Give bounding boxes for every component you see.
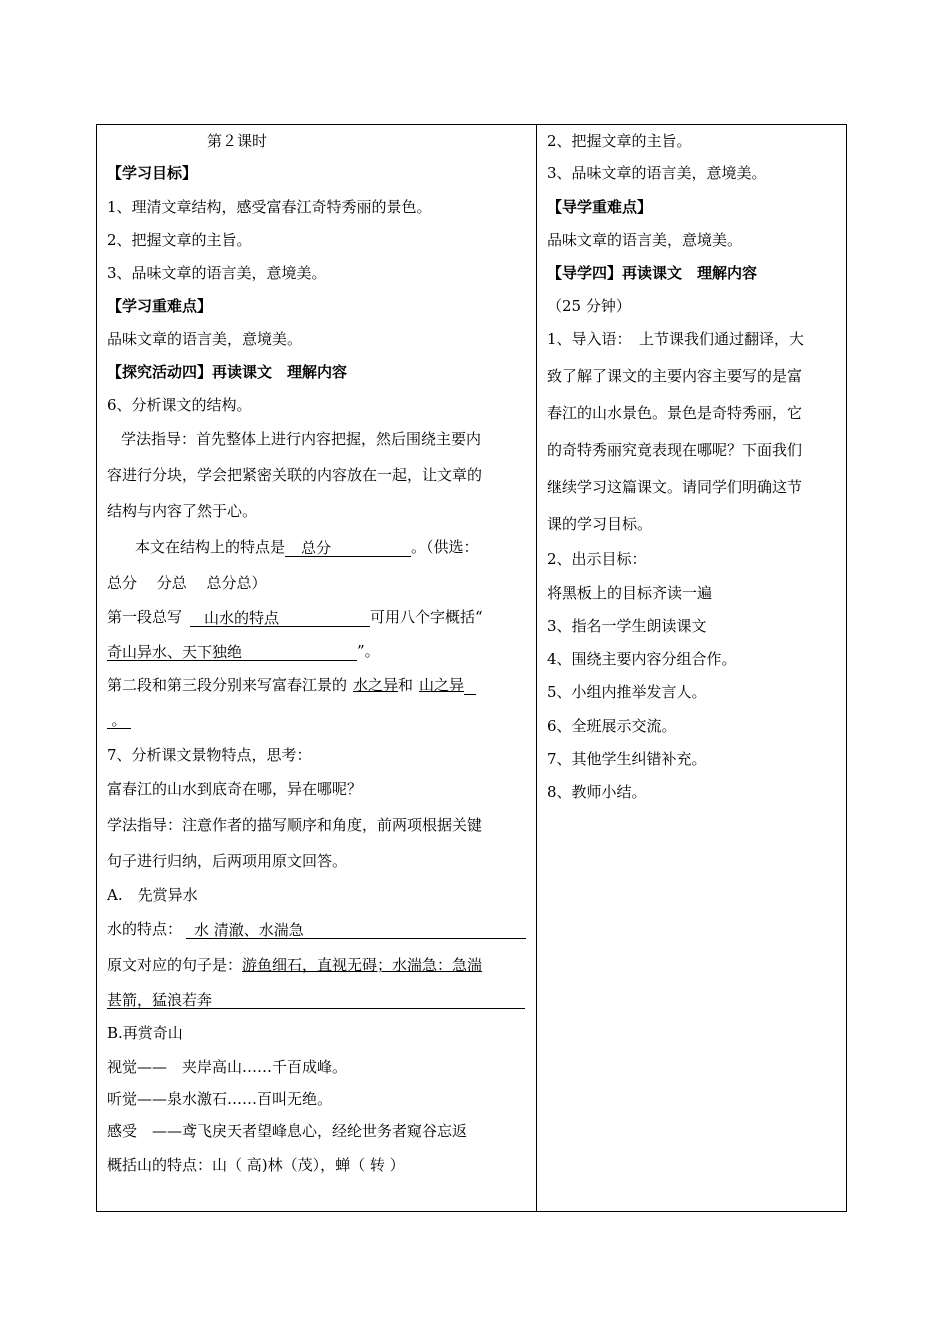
para23-end: 。 xyxy=(111,711,127,729)
step-2: 2、出示目标： xyxy=(547,550,647,568)
method-1-line-3: 结构与内容了然于心。 xyxy=(107,502,258,520)
step-5: 5、小组内推举发言人。 xyxy=(547,683,707,701)
intro-line-5: 继续学习这篇课文。请同学们明确这节 xyxy=(547,478,803,496)
structure-options: 总分 分总 总分总） xyxy=(107,574,267,592)
method-1-line-2: 容进行分块，学会把紧密关联的内容放在一起，让文章的 xyxy=(107,466,483,484)
duration: （25 分钟） xyxy=(547,297,631,315)
key-text: 品味文章的语言美，意境美。 xyxy=(107,330,303,348)
feeling-line: 感受 ——鸢飞戾天者望峰息心，经纶世务者窥谷忘返 xyxy=(107,1122,468,1140)
para23-prefix: 第二段和第三段分别来写富春江景的 xyxy=(107,676,348,694)
method-2-line-2: 句子进行归纳，后两项用原文回答。 xyxy=(107,852,348,870)
water-line xyxy=(107,919,526,939)
para23-line xyxy=(107,675,476,695)
structure-suffix: 。（供选： xyxy=(411,538,479,556)
source-line-2 xyxy=(107,989,525,1009)
intro-line-2: 致了解了课文的主要内容主要写的是富 xyxy=(547,367,803,385)
section-a-heading: A. 先赏异水 xyxy=(107,886,198,904)
para23-answer-1: 水之异 xyxy=(353,676,399,694)
para1-end: ”。 xyxy=(357,642,380,660)
lesson-table xyxy=(96,124,847,1212)
question-7: 7、分析课文景物特点，思考： xyxy=(107,746,312,764)
source-answer-2-field xyxy=(107,990,525,1009)
goal-3: 3、品味文章的语言美，意境美。 xyxy=(107,264,327,282)
para23-blank xyxy=(464,676,476,695)
question-6: 6、分析课文的结构。 xyxy=(107,396,252,414)
structure-answer: 总分 xyxy=(301,539,332,557)
step-2-detail: 将黑板上的目标齐读一遍 xyxy=(547,584,713,602)
para1-summary: 奇山异水、天下独绝 xyxy=(107,643,243,661)
structure-prefix: 本文在结构上的特点是 xyxy=(135,538,286,556)
intro-line-4: 的奇特秀丽究竟表现在哪呢？下面我们 xyxy=(547,441,803,459)
water-prefix: 水的特点： xyxy=(107,920,183,938)
structure-answer-field xyxy=(285,538,411,557)
para1-line xyxy=(107,607,483,627)
goal-1: 1、理清文章结构，感受富春江奇特秀丽的景色。 xyxy=(107,198,432,216)
guide-heading: 【导学四】再读课文 理解内容 xyxy=(547,264,758,282)
intro-line-6: 课的学习目标。 xyxy=(547,515,653,533)
para1-suffix: 可用八个字概括“ xyxy=(370,608,483,626)
step-6: 6、全班展示交流。 xyxy=(547,717,677,735)
step-3: 3、指名一学生朗读课文 xyxy=(547,617,707,635)
para23-end-field xyxy=(107,710,131,729)
step-4: 4、围绕主要内容分组合作。 xyxy=(547,650,737,668)
activity-heading: 【探究活动四】再读课文 理解内容 xyxy=(107,363,348,381)
right-goal-3: 3、品味文章的语言美，意境美。 xyxy=(547,164,767,182)
para1-summary-field xyxy=(107,642,357,661)
water-answer-field xyxy=(186,920,526,939)
step-8: 8、教师小结。 xyxy=(547,783,647,801)
right-key-text: 品味文章的语言美，意境美。 xyxy=(547,231,743,249)
auditory-line: 听觉——泉水激石……百叫无绝。 xyxy=(107,1090,333,1108)
right-goal-2: 2、把握文章的主旨。 xyxy=(547,132,692,150)
water-answer: 水 清澈、水湍急 xyxy=(194,921,304,939)
para23-answer-2: 山之异 xyxy=(419,676,465,694)
source-answer-2: 甚箭，猛浪若奔 xyxy=(107,991,213,1009)
para1-answer: 山水的特点 xyxy=(204,609,280,627)
goal-2: 2、把握文章的主旨。 xyxy=(107,231,252,249)
source-prefix: 原文对应的句子是： xyxy=(107,956,243,974)
goals-heading: 【学习目标】 xyxy=(107,164,198,182)
visual-line: 视觉—— 夹岸高山……千百成峰。 xyxy=(107,1058,348,1076)
student-column xyxy=(97,125,537,1211)
intro-line-3: 春江的山水景色。景色是奇特秀丽，它 xyxy=(547,404,803,422)
structure-line xyxy=(135,537,479,557)
para1-summary-line xyxy=(107,641,380,661)
para1-prefix: 第一段总写 xyxy=(107,608,183,626)
para1-answer-field xyxy=(190,608,370,627)
right-key-heading: 【导学重难点】 xyxy=(547,198,653,216)
step-7: 7、其他学生纠错补充。 xyxy=(547,750,707,768)
source-line-1 xyxy=(107,955,482,975)
para23-mid: 和 xyxy=(398,676,414,694)
source-answer-1: 游鱼细石，直视无碍；水湍急：急湍 xyxy=(242,956,483,974)
question-7-text: 富春江的山水到底奇在哪，异在哪呢？ xyxy=(107,780,363,798)
method-1-line-1: 学法指导：首先整体上进行内容把握，然后围绕主要内 xyxy=(121,430,482,448)
key-heading: 【学习重难点】 xyxy=(107,297,213,315)
lesson-title: 第２课时 xyxy=(207,132,268,150)
intro-line-1: 1、导入语： 上节课我们通过翻译，大 xyxy=(547,330,805,348)
method-2-line-1: 学法指导：注意作者的描写顺序和角度，前两项根据关键 xyxy=(107,816,483,834)
para23-end-line xyxy=(107,709,131,729)
mountain-summary: 概括山的特点：山（ 高)林（茂），蝉（ 转 ） xyxy=(107,1156,405,1174)
teacher-column xyxy=(537,125,846,1211)
section-b-heading: B.再赏奇山 xyxy=(107,1024,183,1042)
